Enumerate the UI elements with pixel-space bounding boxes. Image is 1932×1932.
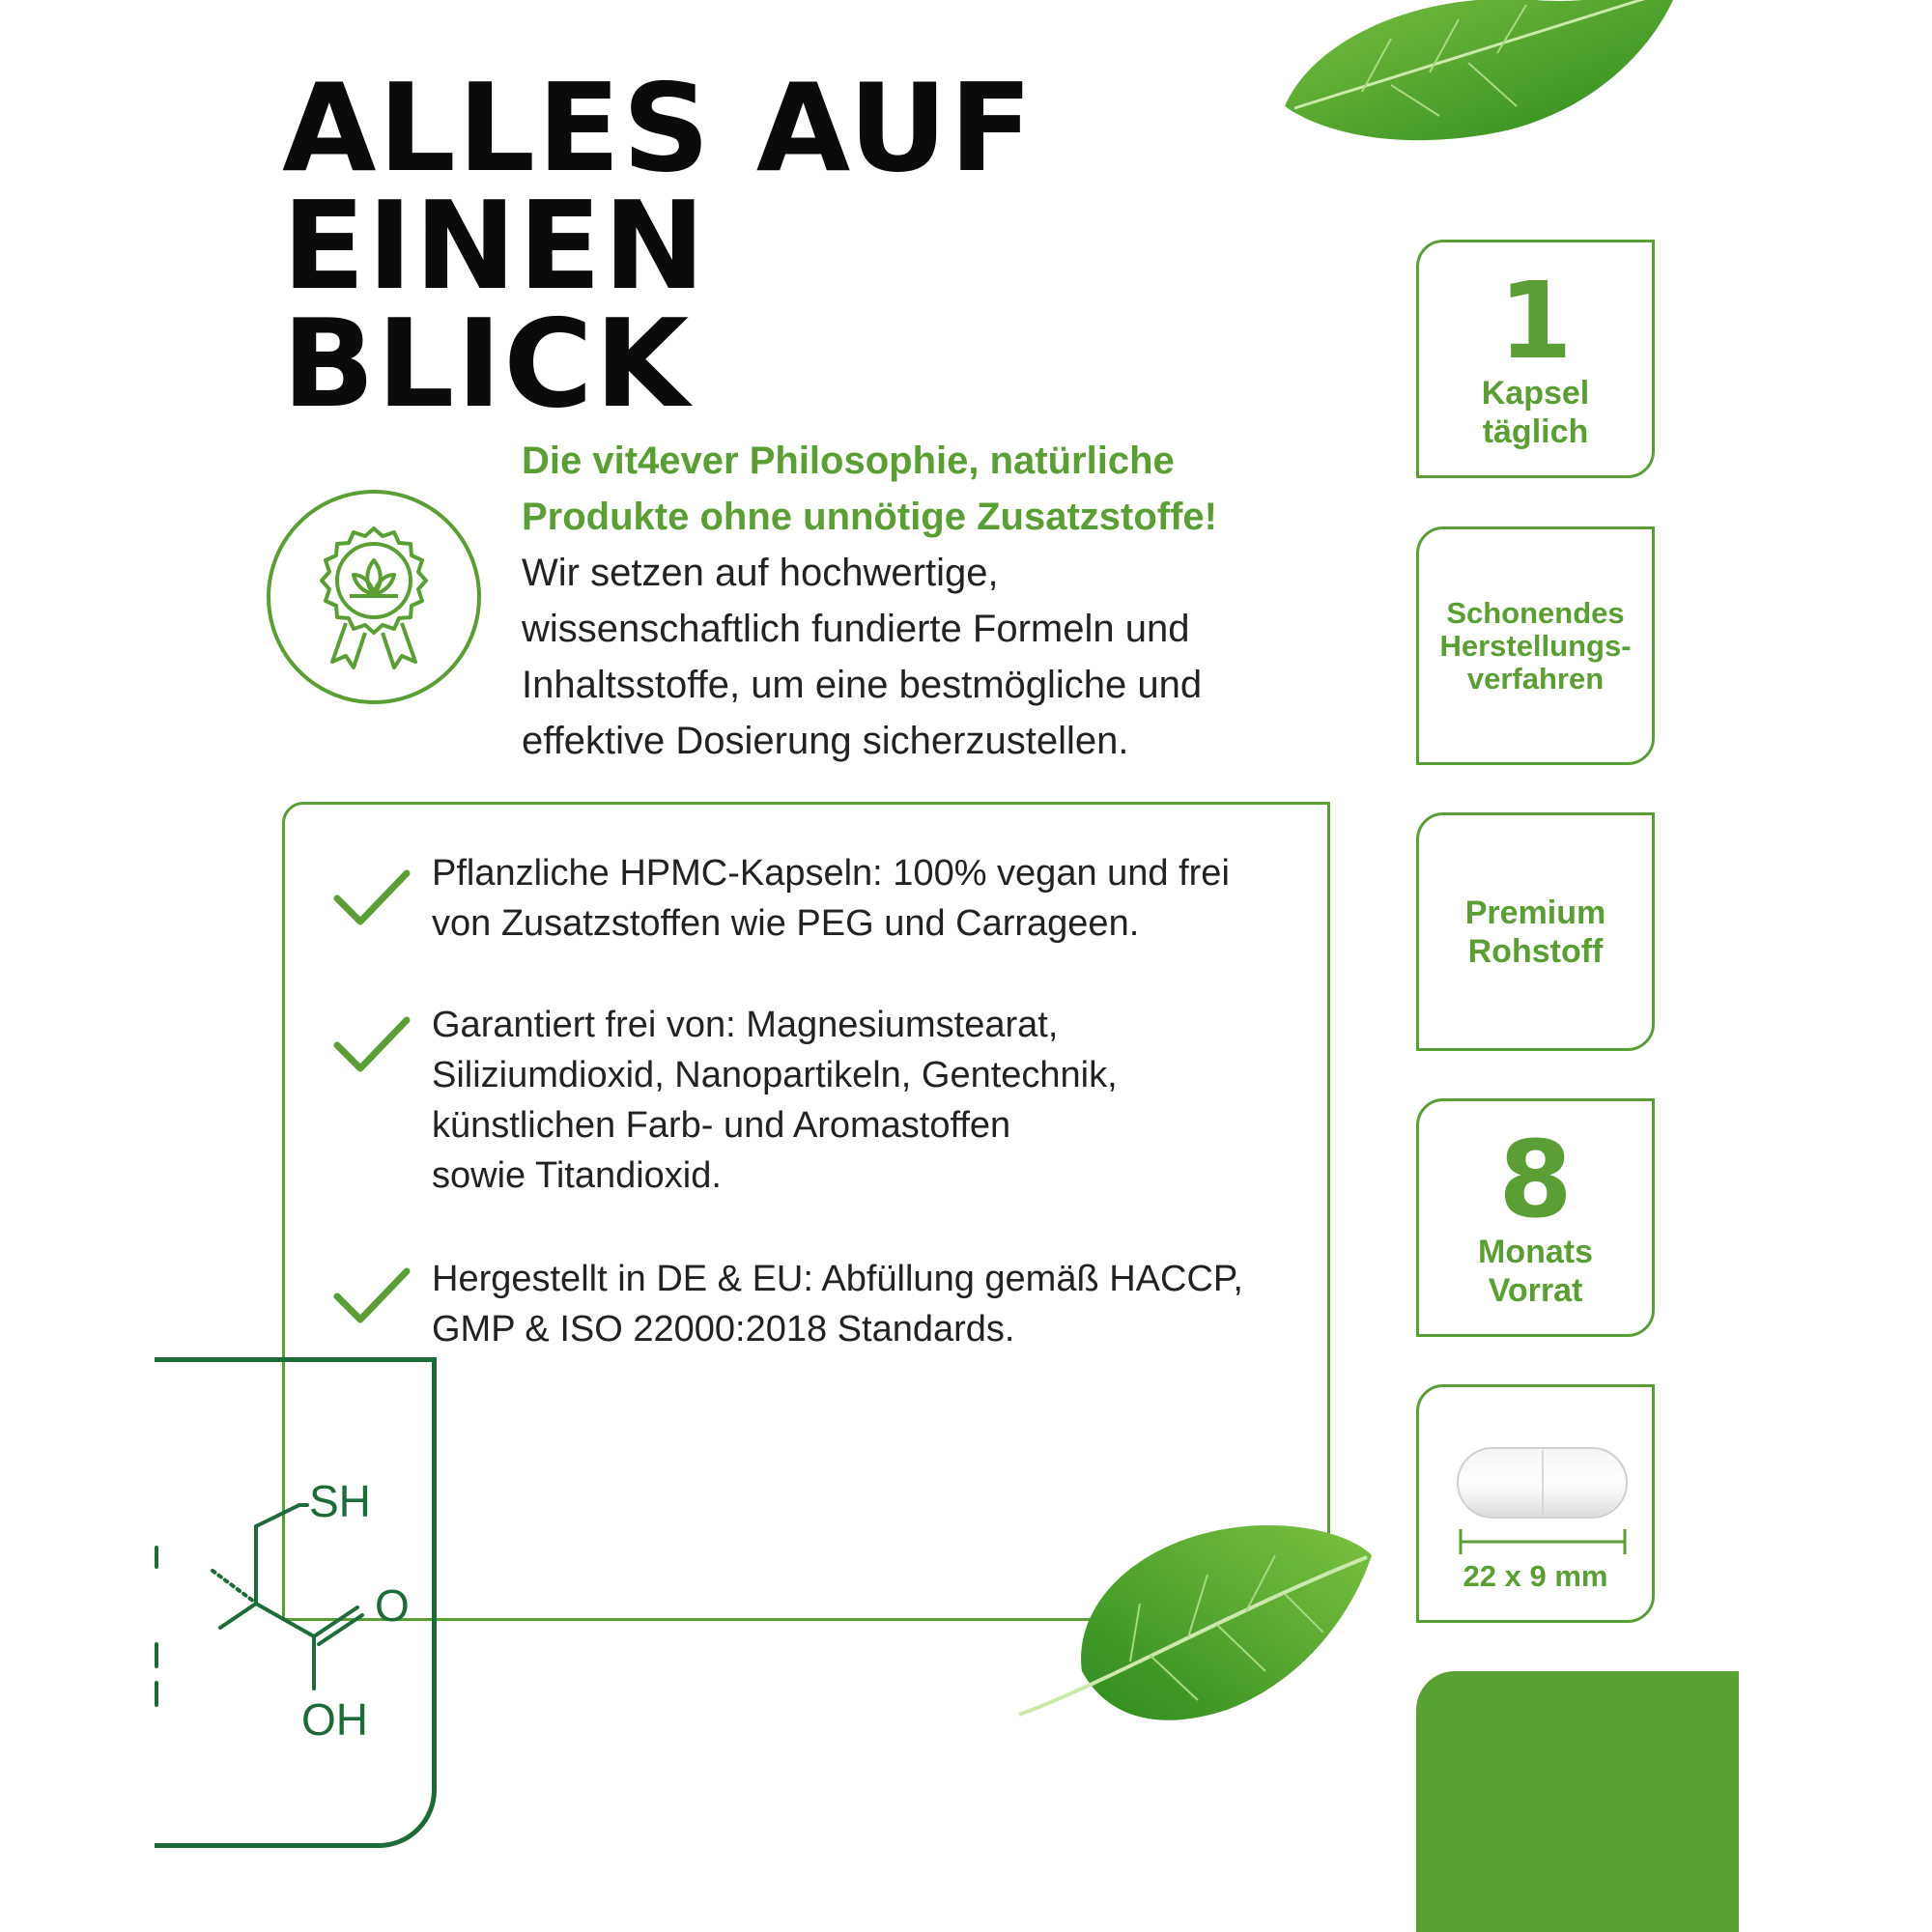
benefit-line: von Zusatzstoffen wie PEG und Carrageen.: [432, 903, 1140, 944]
benefit-line: Garantiert frei von: Magnesiumstearat,: [432, 1005, 1059, 1045]
page-title-line-2: EINEN BLICK: [282, 175, 707, 435]
benefit-text: [432, 1000, 1118, 1201]
page-title-line-1: ALLES AUF: [282, 57, 1035, 199]
cysteine-structure-diagram: [155, 1430, 435, 1748]
benefit-line: Pflanzliche HPMC-Kapseln: 100% vegan und frei: [432, 853, 1230, 894]
capsule-image: [1436, 1440, 1635, 1556]
checkmark-icon: [333, 1014, 411, 1076]
leaf-image-bottom: [1014, 1517, 1381, 1748]
benefit-line: künstlichen Farb- und Aromastoffen: [432, 1105, 1011, 1146]
process-label-line-3: verfahren: [1466, 661, 1605, 696]
dose-number: 1: [1498, 258, 1573, 383]
benefit-line: Siliziumdioxid, Nanopartikeln, Gentechnik,: [432, 1055, 1118, 1095]
dose-label-line-2: täglich: [1482, 412, 1589, 450]
capsule-size-label: 22 x 9 mm: [1463, 1559, 1608, 1593]
philosophy-lead: [522, 433, 1294, 545]
process-label-line-2: Herstellungs-: [1439, 628, 1632, 663]
premium-label: [1465, 894, 1606, 971]
supply-number: 8: [1498, 1117, 1573, 1241]
card-premium-material: [1416, 812, 1655, 1051]
philosophy-body-line-1: Wir setzen auf hochwertige,: [522, 552, 999, 594]
philosophy-body-line-3: Inhaltsstoffe, um eine bestmögliche und: [522, 664, 1203, 706]
green-accent-block: [1416, 1671, 1739, 1932]
benefit-text: [432, 1254, 1243, 1354]
philosophy-lead-line-2: Produkte ohne unnötige Zusatzstoffe!: [522, 496, 1217, 538]
philosophy-body-line-2: wissenschaftlich fundierte Formeln und: [522, 608, 1190, 650]
sh-label: SH: [309, 1476, 371, 1526]
page-title: [282, 57, 1151, 435]
card-gentle-process: [1416, 526, 1655, 765]
supply-label-line-1: Monats: [1478, 1233, 1593, 1270]
leaf-image-top: [1275, 0, 1700, 145]
oh-label: OH: [301, 1694, 368, 1745]
philosophy-body: [522, 545, 1294, 769]
checkmark-icon: [333, 1265, 411, 1327]
supply-label-line-2: Vorrat: [1488, 1271, 1583, 1309]
card-capsule-size: [1416, 1384, 1655, 1623]
process-label-line-1: Schonendes: [1446, 595, 1625, 630]
philosophy-lead-line-1: Die vit4ever Philosophie, natürliche: [522, 440, 1175, 482]
premium-label-line-1: Premium: [1464, 894, 1606, 931]
philosophy-section: [522, 433, 1294, 769]
checkmark-icon: [333, 867, 411, 929]
card-daily-dose: [1416, 240, 1655, 478]
quality-seal-icon: [265, 488, 483, 706]
card-supply: [1416, 1098, 1655, 1337]
premium-label-line-2: Rohstoff: [1467, 932, 1604, 970]
dimension-line: [1461, 1529, 1625, 1554]
o-label: O: [375, 1580, 410, 1631]
benefit-line: GMP & ISO 22000:2018 Standards.: [432, 1309, 1015, 1350]
process-label: [1439, 597, 1631, 696]
benefit-text: [432, 848, 1230, 949]
dose-label-line-1: Kapsel: [1481, 374, 1590, 412]
dose-label: [1482, 374, 1590, 451]
supply-label: [1478, 1233, 1593, 1310]
benefit-line: Hergestellt in DE & EU: Abfüllung gemäß HACCP,: [432, 1259, 1243, 1299]
philosophy-body-line-4: effektive Dosierung sicherzustellen.: [522, 720, 1129, 762]
benefit-line: sowie Titandioxid.: [432, 1155, 722, 1196]
